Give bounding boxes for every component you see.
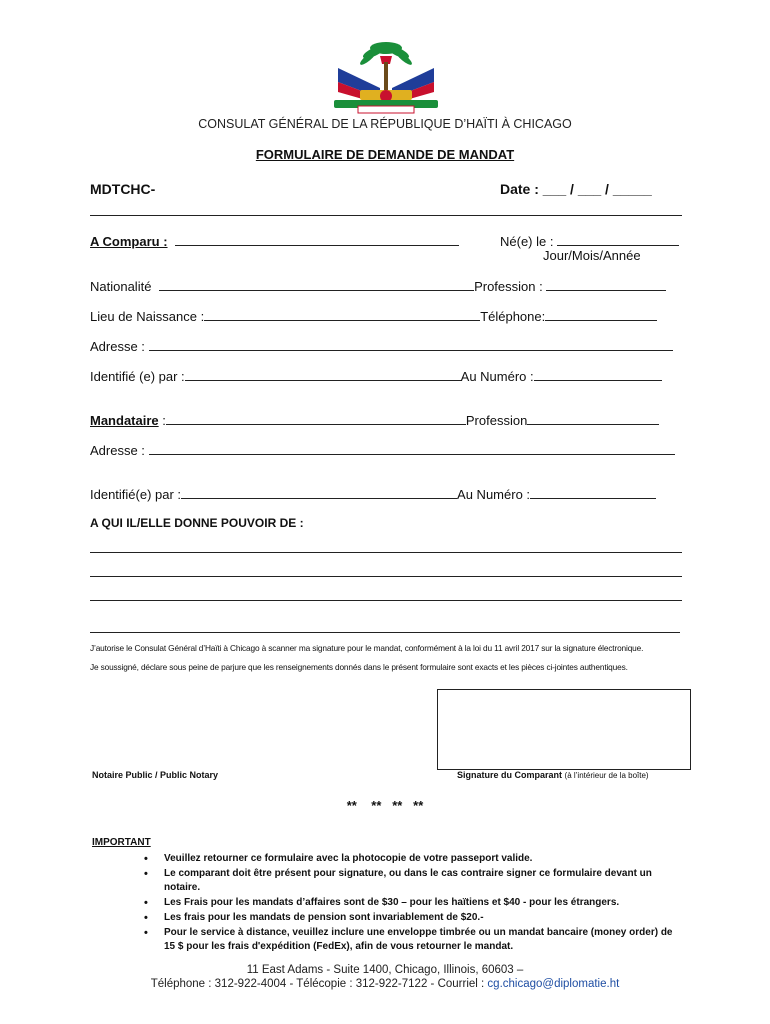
important-item: • Pour le service à distance, veuillez inclure une enveloppe timbrée ou un mandat bancaire (money order) de 15 $ pour les frais d'expédition (FedEx), afin de vous retourner le mandat.: [92, 926, 682, 954]
comparant-label: A Comparu :: [90, 234, 168, 249]
comparant-id-field[interactable]: [185, 368, 461, 381]
important-list: [92, 852, 682, 955]
footer-contact-row: [0, 978, 770, 990]
birthplace-label: Lieu de Naissance :: [90, 309, 205, 324]
important-item: • Veuillez retourner ce formulaire avec la photocopie de votre passeport valide.: [92, 852, 682, 866]
mandataire-id-label: Identifié(e) par :: [90, 487, 182, 502]
comparant-address-field[interactable]: [149, 338, 673, 351]
birth-date-row: [500, 233, 679, 249]
important-heading: IMPORTANT: [92, 837, 151, 848]
mandataire-address-row: [90, 442, 675, 458]
form-title: FORMULAIRE DE DEMANDE DE MANDAT: [255, 147, 515, 162]
signature-caption: [457, 770, 649, 780]
nationality-field[interactable]: [159, 278, 474, 291]
birth-date-hint: Jour/Mois/Année: [543, 248, 641, 263]
birth-date-label: Né(e) le :: [500, 234, 554, 249]
important-item: • Le comparant doit être présent pour signature, ou dans le cas contraire signer ce formulaire devant un notaire.: [92, 867, 682, 895]
mandataire-number-label: Au Numéro :: [457, 487, 531, 502]
power-line-4[interactable]: [90, 632, 680, 633]
signature-label: Signature du Comparant: [457, 770, 563, 780]
mandataire-colon: :: [158, 413, 166, 428]
signature-hint: (à l’intérieur de la boîte): [564, 771, 649, 780]
profession-label: Profession :: [474, 279, 543, 294]
mandataire-profession-label: Profession: [465, 413, 528, 428]
footer-address: 11 East Adams - Suite 1400, Chicago, Illinois, 60603 –: [246, 964, 524, 976]
notary-label: Notaire Public / Public Notary: [92, 770, 219, 780]
nationality-label: Nationalité: [90, 279, 152, 294]
mandataire-id-field[interactable]: [181, 486, 457, 499]
comparant-address-label: Adresse :: [90, 339, 145, 354]
comparant-id-label: Identifié (e) par :: [90, 369, 185, 384]
consulate-name: CONSULAT GÉNÉRAL DE LA RÉPUBLIQUE D’HAÏTI À CHICAGO: [198, 117, 572, 131]
separator-stars: ** ** ** **: [346, 798, 424, 813]
mandataire-profession-field[interactable]: [527, 412, 659, 425]
important-item: • Les Frais pour les mandats d’affaires sont de $30 – pour les haïtiens et $40 - pour les étrangers.: [92, 896, 682, 910]
comparant-number-label: Au Numéro :: [460, 369, 534, 384]
perjury-statement: Je soussigné, déclare sous peine de parjure que les renseignements donnés dans le présent formulaire sont exacts et les pièces ci-jointes authentiques.: [90, 662, 628, 672]
comparant-name-field[interactable]: [175, 233, 459, 246]
footer-email-link[interactable]: cg.chicago@diplomatie.ht: [487, 978, 620, 990]
profession-field[interactable]: [546, 278, 666, 291]
mandataire-name-field[interactable]: [166, 412, 466, 425]
phone-field[interactable]: [545, 308, 657, 321]
comparant-address-row: [90, 338, 673, 354]
important-item: • Les frais pour les mandats de pension sont invariablement de $20.-: [92, 911, 682, 925]
mandataire-id-row: [90, 486, 656, 502]
mandataire-row: [90, 412, 659, 428]
power-line-1[interactable]: [90, 552, 682, 553]
mandataire-address-field[interactable]: [149, 442, 675, 455]
comparant-number-field[interactable]: [534, 368, 662, 381]
phone-label: Téléphone:: [480, 309, 546, 324]
comparant-name-row: [90, 233, 459, 249]
mandataire-number-field[interactable]: [530, 486, 656, 499]
reference-code: MDTCHC-: [90, 181, 156, 197]
signature-box[interactable]: [437, 689, 691, 770]
authorization-statement: J’autorise le Consulat Général d’Haïti à Chicago à scanner ma signature pour le mandat, conformément à la loi du 11 avril 2017 sur la signature électronique.: [90, 643, 644, 653]
header-divider: [90, 215, 682, 216]
power-label: A QUI IL/ELLE DONNE POUVOIR DE :: [90, 516, 304, 530]
birthplace-row: [90, 308, 657, 324]
comparant-id-row: [90, 368, 662, 384]
date-field[interactable]: Date : ___ / ___ / _____: [500, 181, 652, 197]
birth-date-field[interactable]: [557, 233, 679, 246]
power-line-3[interactable]: [90, 600, 682, 601]
birthplace-field[interactable]: [204, 308, 480, 321]
coat-of-arms-emblem: [330, 38, 442, 114]
mandataire-label: Mandataire: [90, 413, 159, 428]
mandataire-address-label: Adresse :: [90, 443, 145, 458]
footer-contact: Téléphone : 312-922-4004 - Télécopie : 312-922-7122 - Courriel :: [150, 978, 488, 990]
nationality-row: [90, 278, 666, 294]
power-line-2[interactable]: [90, 576, 682, 577]
